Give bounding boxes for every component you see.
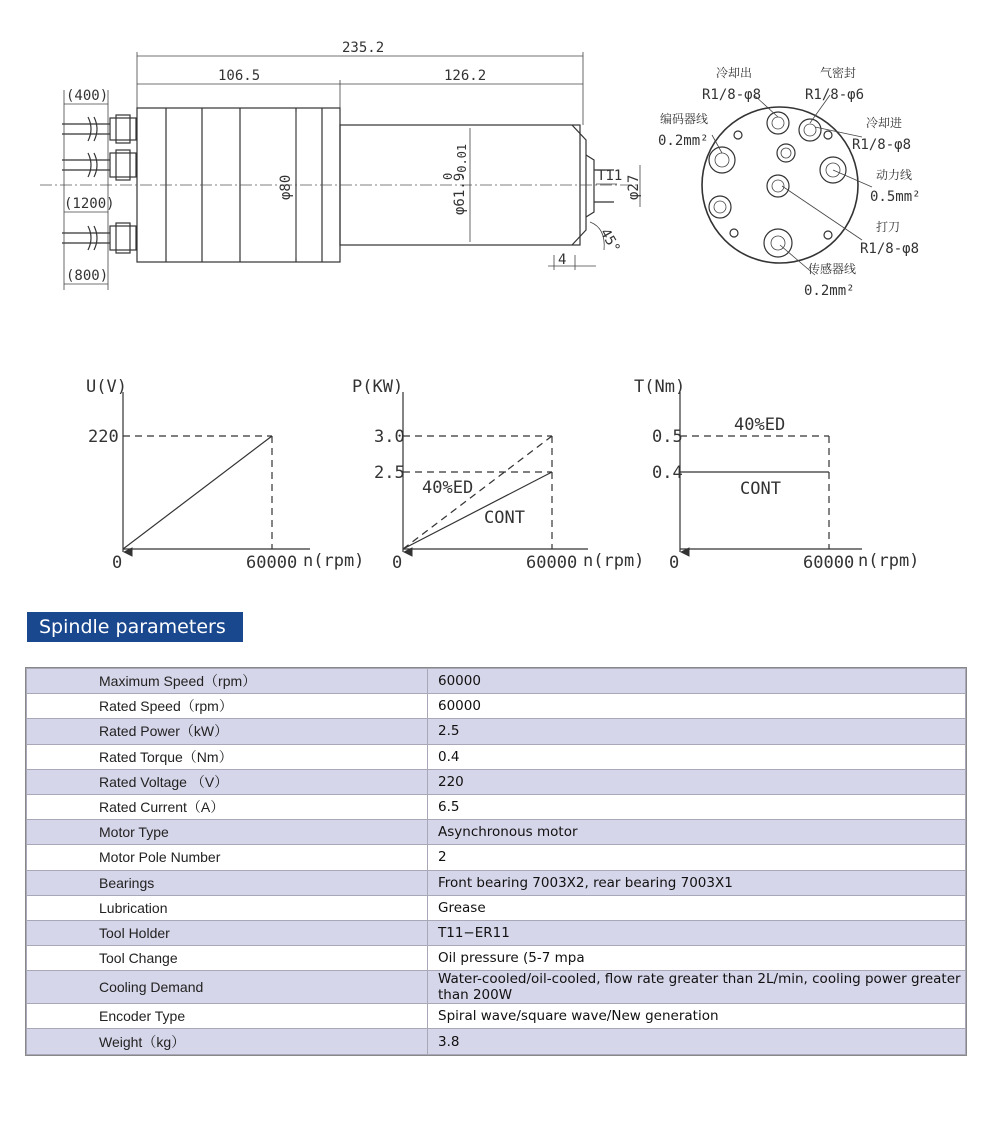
graph-power-xtick: 60000	[526, 553, 578, 573]
dim-cable-2: (1200)	[64, 196, 115, 212]
graph-power-series-label-ed: 40%ED	[422, 478, 474, 498]
graph-torque-ytick-1: 0.4	[652, 463, 683, 483]
table-row	[27, 1004, 966, 1029]
param-name: Tool Change	[27, 946, 428, 971]
label-sensor-cn: 传感器线	[808, 262, 857, 276]
param-name: Maximum Speed（rpm）	[27, 669, 428, 694]
graph-voltage-series-line	[123, 436, 272, 549]
graph-torque-ylabel: T(Nm)	[634, 377, 686, 397]
param-name: Rated Current（A）	[27, 794, 428, 819]
table-row	[27, 769, 966, 794]
graph-voltage	[86, 377, 364, 573]
param-value: 60000	[428, 669, 966, 694]
graph-power-ylabel: P(KW)	[352, 377, 404, 397]
param-name: Weight（kg）	[27, 1029, 428, 1054]
dim-chamfer-len: 4	[558, 252, 567, 268]
param-name: Lubrication	[27, 895, 428, 920]
label-encoder-spec: 0.2mm²	[658, 133, 709, 149]
graph-power-ytick-0: 3.0	[374, 427, 405, 447]
graph-power-xlabel: n(rpm)	[583, 551, 645, 571]
graph-voltage-xtick: 60000	[246, 553, 298, 573]
label-tool-release-cn: 打刀	[876, 220, 901, 234]
dim-front-dia-tol-bot: -0.01	[455, 143, 469, 180]
graph-torque-ytick-0: 0.5	[652, 427, 683, 447]
param-name: Encoder Type	[27, 1004, 428, 1029]
graph-voltage-ytick-0: 220	[88, 427, 119, 447]
param-name: Bearings	[27, 870, 428, 895]
param-value: Spiral wave/square wave/New generation	[428, 1004, 966, 1029]
param-name: Rated Speed（rpm）	[27, 694, 428, 719]
dim-cable-1: (400)	[66, 88, 109, 104]
table-row	[27, 870, 966, 895]
graph-power-series-label-cont: CONT	[484, 508, 525, 528]
label-coolant-in-cn: 冷却进	[866, 116, 903, 130]
graph-power-ytick-1: 2.5	[374, 463, 405, 483]
param-value: Grease	[428, 895, 966, 920]
graph-voltage-xlabel: n(rpm)	[303, 551, 365, 571]
param-value: 3.8	[428, 1029, 966, 1054]
table-row	[27, 971, 966, 1004]
param-value: Front bearing 7003X2, rear bearing 7003X1	[428, 870, 966, 895]
param-name: Rated Power（kW）	[27, 719, 428, 744]
graph-torque-xtick: 60000	[803, 553, 855, 573]
label-encoder-cn: 编码器线	[660, 112, 709, 126]
cable-glands	[62, 115, 136, 253]
param-value: 220	[428, 769, 966, 794]
param-name: Motor Pole Number	[27, 845, 428, 870]
param-value: 2	[428, 845, 966, 870]
table-row	[27, 946, 966, 971]
label-power-cn: 动力线	[876, 168, 913, 182]
dim-tool-holder: T11	[597, 168, 623, 184]
end-view-ports	[709, 112, 846, 257]
dim-chamfer-angle: 45°	[596, 226, 624, 256]
param-name: Tool Holder	[27, 920, 428, 945]
label-sensor-spec: 0.2mm²	[804, 283, 855, 299]
dim-body-dia: φ80	[278, 174, 294, 200]
performance-graphs	[0, 370, 1000, 590]
table-row	[27, 1029, 966, 1054]
dim-nose-dia: φ27	[626, 174, 642, 200]
param-name: Rated Voltage （V）	[27, 769, 428, 794]
param-value: T11−ER11	[428, 920, 966, 945]
spindle-end-view	[650, 55, 950, 315]
param-value: Water-cooled/oil-cooled, flow rate greater than 2L/min, cooling power greater than 200W	[428, 971, 966, 1004]
dim-cable-3: (800)	[66, 268, 109, 284]
dim-front-dia: φ61.9	[452, 172, 468, 215]
dim-front-dia-tol-top: 0	[441, 172, 455, 180]
param-value: Oil pressure (5-7 mpa	[428, 946, 966, 971]
param-value: 0.4	[428, 744, 966, 769]
table-row	[27, 845, 966, 870]
table-row	[27, 694, 966, 719]
table-row	[27, 895, 966, 920]
param-value: 60000	[428, 694, 966, 719]
dim-rear: 106.5	[218, 68, 261, 84]
table-row	[27, 920, 966, 945]
spindle-side-view	[0, 0, 660, 310]
param-name: Cooling Demand	[27, 971, 428, 1004]
param-value: 2.5	[428, 719, 966, 744]
graph-torque-xlabel: n(rpm)	[858, 551, 920, 571]
graph-power	[352, 377, 644, 573]
dim-overall: 235.2	[342, 40, 385, 56]
param-value: 6.5	[428, 794, 966, 819]
table-row	[27, 794, 966, 819]
graph-power-origin: 0	[392, 553, 403, 573]
parameters-table	[26, 668, 966, 1055]
graph-torque-origin: 0	[669, 553, 680, 573]
table-row	[27, 719, 966, 744]
param-value: Asynchronous motor	[428, 820, 966, 845]
table-row	[27, 669, 966, 694]
section-title: Spindle parameters	[27, 612, 243, 642]
label-tool-release-spec: R1/8-φ8	[860, 241, 920, 257]
label-air-seal-spec: R1/8-φ6	[805, 87, 865, 103]
param-name: Motor Type	[27, 820, 428, 845]
graph-voltage-ylabel: U(V)	[86, 377, 127, 397]
table-row	[27, 744, 966, 769]
graph-voltage-origin: 0	[112, 553, 123, 573]
param-name: Rated Torque（Nm）	[27, 744, 428, 769]
dim-front: 126.2	[444, 68, 487, 84]
graph-torque-series-label-ed: 40%ED	[734, 415, 786, 435]
table-row	[27, 820, 966, 845]
label-coolant-in-spec: R1/8-φ8	[852, 137, 912, 153]
label-coolant-out-spec: R1/8-φ8	[702, 87, 762, 103]
graph-torque	[634, 377, 919, 573]
label-air-seal-cn: 气密封	[820, 66, 857, 80]
label-power-spec: 0.5mm²	[870, 189, 921, 205]
graph-torque-series-label-cont: CONT	[740, 479, 781, 499]
label-coolant-out-cn: 冷却出	[716, 66, 753, 80]
